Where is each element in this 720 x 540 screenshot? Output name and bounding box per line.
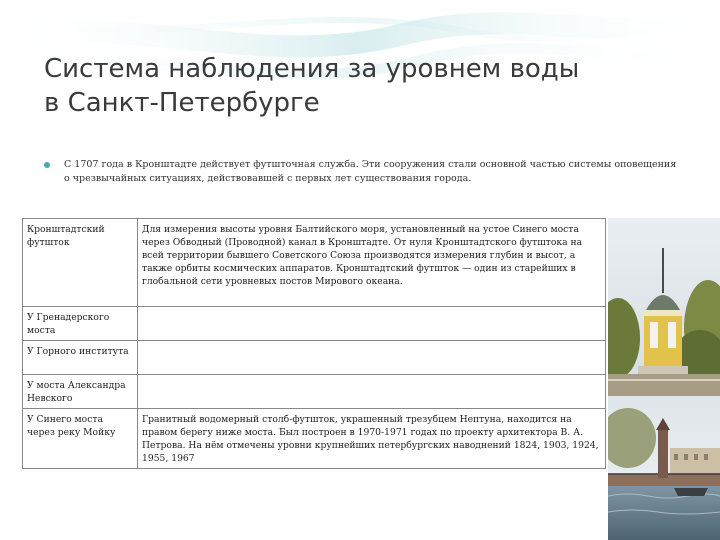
intro-text: С 1707 года в Кронштадте действует футшточная служба. Эти сооружения стали основной частью системы оповещения о чрезвычайных ситуациях, действовавшей с первых лет существования города. <box>64 159 677 184</box>
gauge-description <box>138 341 606 375</box>
gauge-name: У Синего моста через реку Мойку <box>23 409 138 469</box>
table-row <box>23 409 606 469</box>
title-line-1: Система наблюдения за уровнем воды <box>44 54 580 84</box>
table-row <box>23 219 606 307</box>
bullet-dot-icon <box>44 162 50 168</box>
gauge-description: Гранитный водомерный столб-футшток, украшенный трезубцем Нептуна, находится на правом берегу ниже моста. Был построен в 1970-1971 годах по проекту архитектора В. А. Петрова. На нём отмечены уровни крупнейших петербургских наводнений 1824, 1903, 1924, 1955, 1967 <box>138 409 606 469</box>
kronstadt-tide-gauge-pavilion-photo <box>608 218 720 396</box>
moika-granite-gauge-column-photo <box>608 396 720 540</box>
table-row <box>23 307 606 341</box>
gauge-name: Кронштадтский футшток <box>23 219 138 307</box>
gauge-name: У Гренадерского моста <box>23 307 138 341</box>
table-row <box>23 341 606 375</box>
gauge-description <box>138 375 606 409</box>
gauge-description: Для измерения высоты уровня Балтийского моря, установленный на устое Синего моста через Обводный (Проводной) канал в Кронштадте. От нуля Кронштадтского футштока на всей территории бывшего Советского Союза производятся измерения глубин и высот, а также орбиты космических аппаратов. Кронштадтский футшток — один из старейших в глобальной сети уровневых постов Мирового океана. <box>138 219 606 307</box>
table-row <box>23 375 606 409</box>
gauge-name: У Горного института <box>23 341 138 375</box>
gauge-description <box>138 307 606 341</box>
title-line-2: в Санкт-Петербурге <box>44 88 320 118</box>
slide-title <box>44 52 704 120</box>
gauges-table <box>22 218 606 469</box>
gauge-name: У моста Александра Невского <box>23 375 138 409</box>
